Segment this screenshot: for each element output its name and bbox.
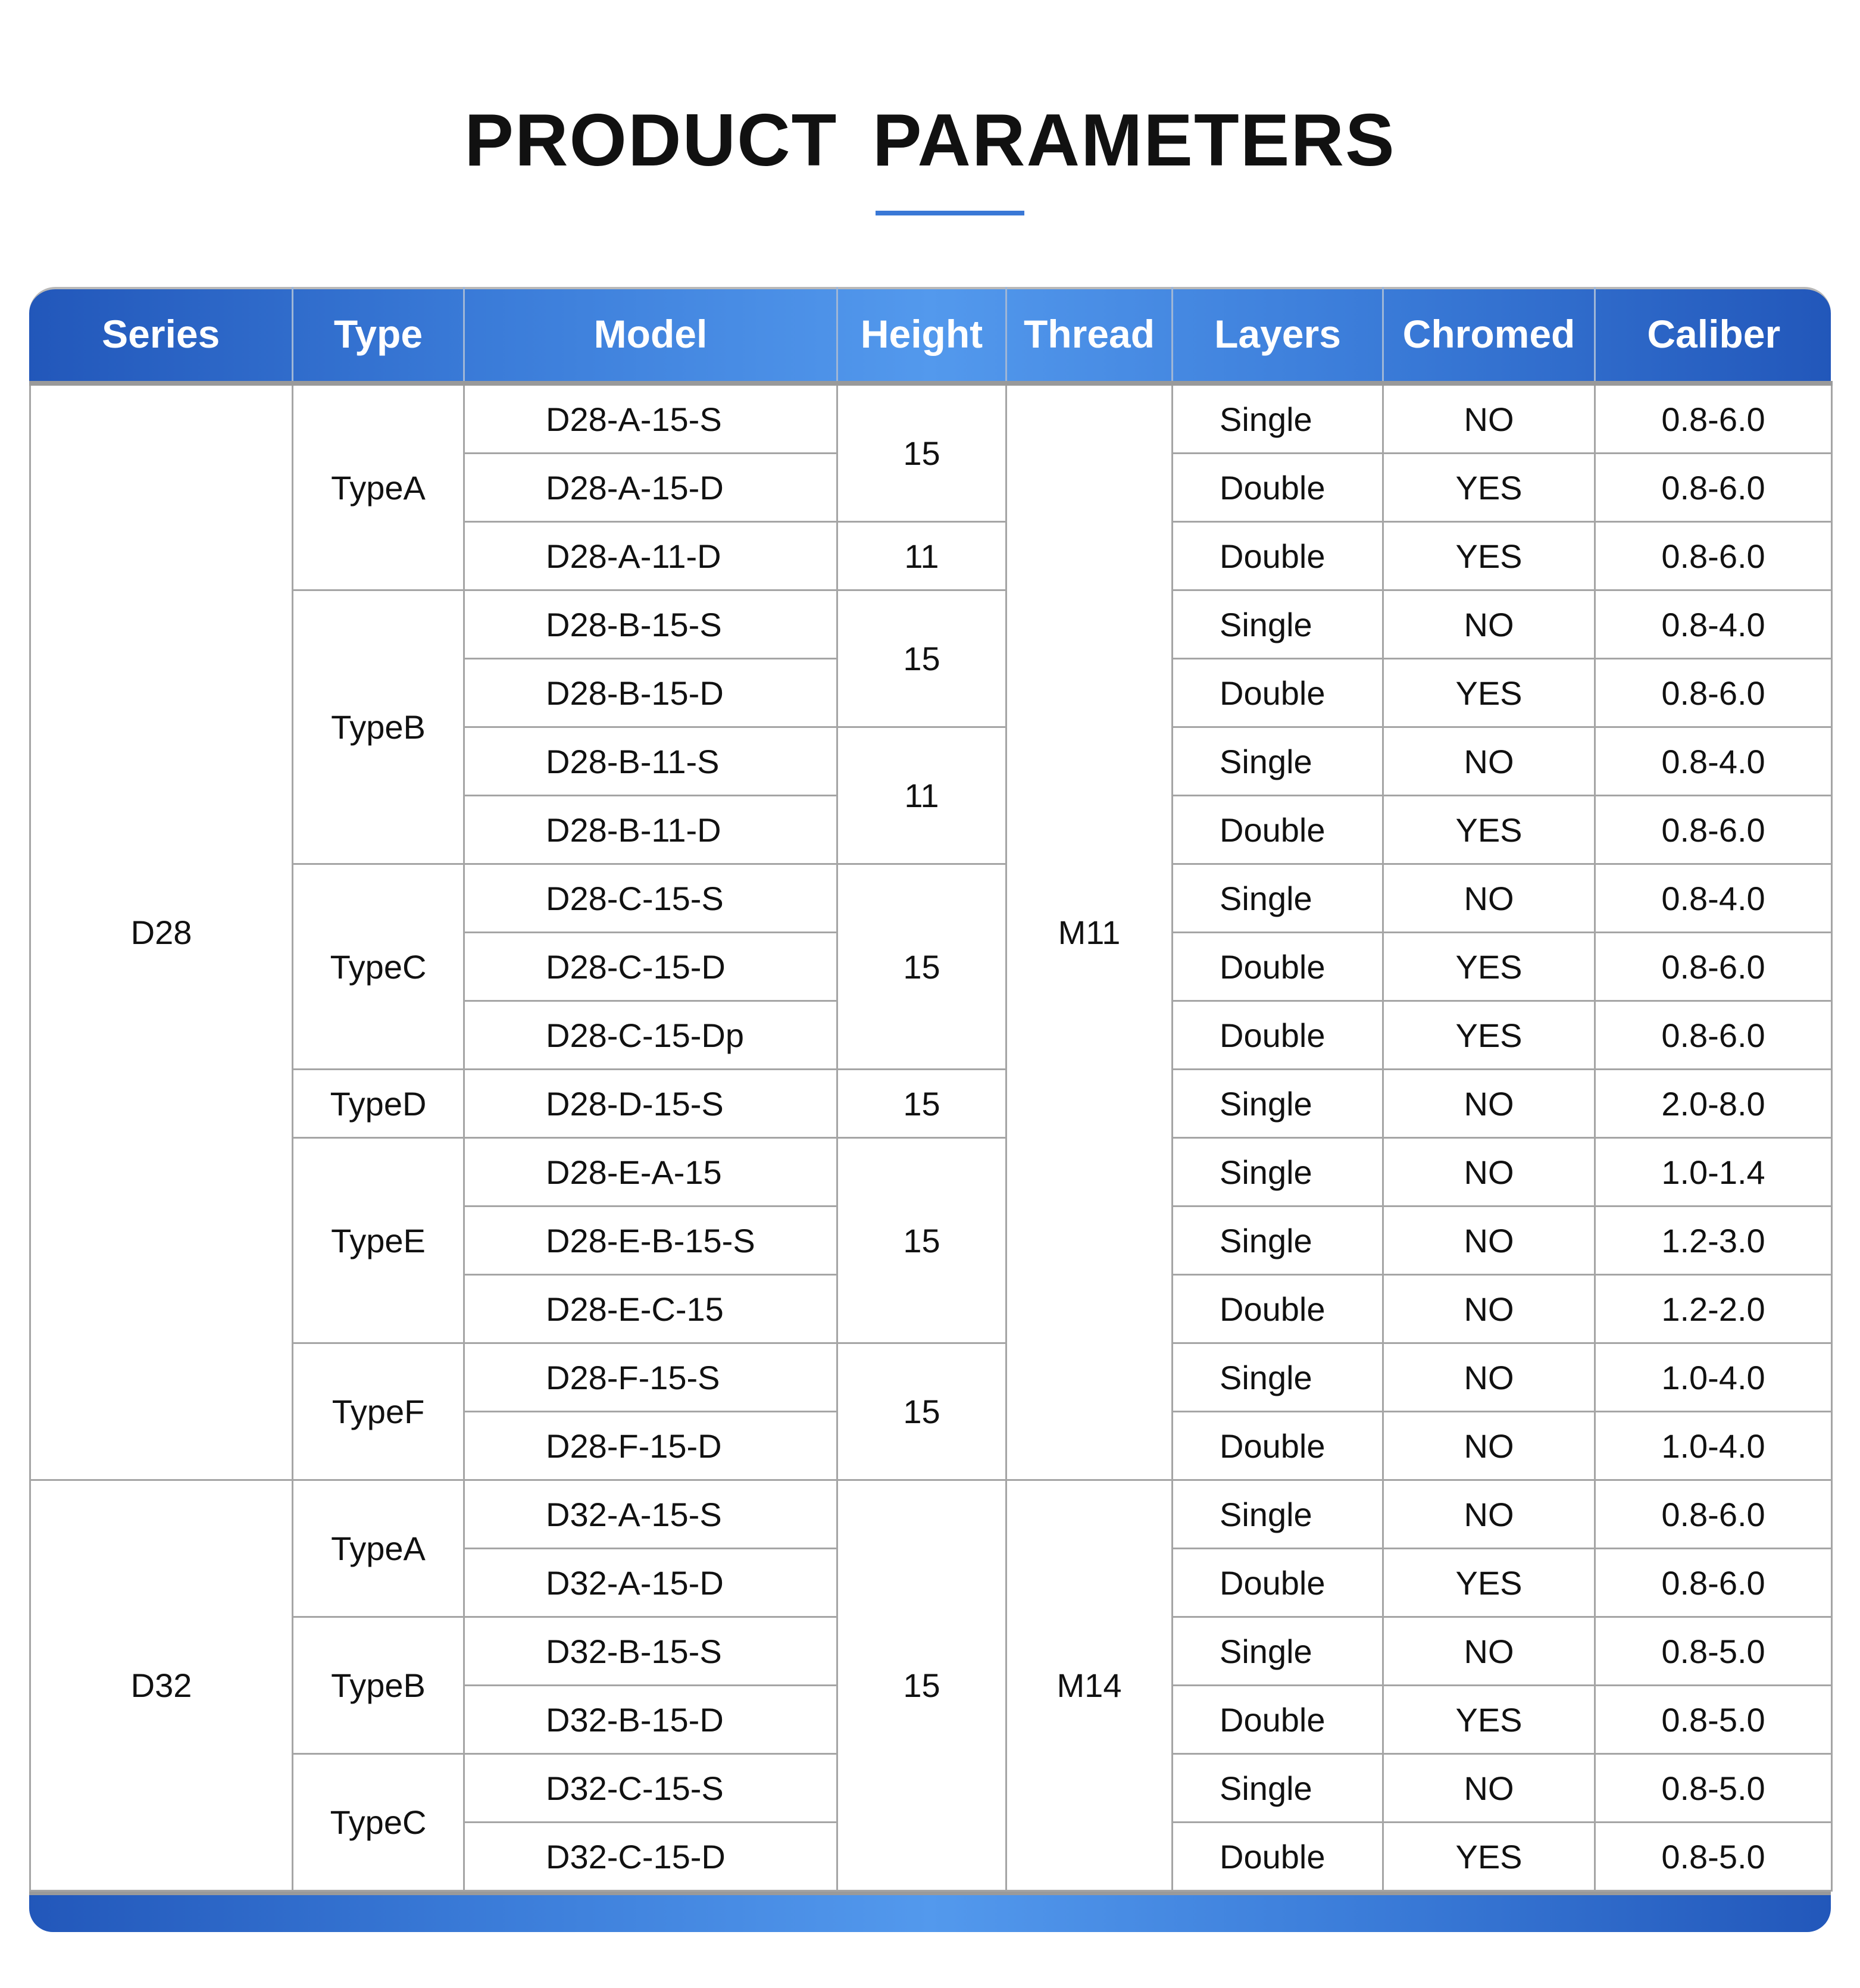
- series-cell: D28: [30, 383, 293, 1480]
- model-cell: D28-A-11-D: [464, 522, 837, 590]
- caliber-cell: 0.8-4.0: [1595, 864, 1832, 933]
- model-cell: D28-C-15-S: [464, 864, 837, 933]
- layers-cell: Double: [1173, 1001, 1383, 1070]
- table-row: [30, 1138, 1832, 1206]
- caliber-cell: 0.8-6.0: [1595, 383, 1832, 454]
- layers-cell: Double: [1173, 522, 1383, 590]
- chromed-cell: NO: [1383, 383, 1595, 454]
- layers-cell: Single: [1173, 1206, 1383, 1275]
- thread-cell: M11: [1006, 383, 1173, 1480]
- chromed-cell: YES: [1383, 1823, 1595, 1891]
- chromed-cell: NO: [1383, 590, 1595, 659]
- column-header-caliber: Caliber: [1595, 287, 1832, 383]
- thread-cell: M14: [1006, 1480, 1173, 1891]
- layers-cell: Double: [1173, 1275, 1383, 1343]
- layers-cell: Double: [1173, 1412, 1383, 1480]
- column-header-height: Height: [837, 287, 1006, 383]
- caliber-cell: 0.8-6.0: [1595, 796, 1832, 864]
- layers-cell: Single: [1173, 1138, 1383, 1206]
- column-header-type: Type: [293, 287, 464, 383]
- caliber-cell: 0.8-6.0: [1595, 522, 1832, 590]
- height-cell: 11: [837, 727, 1006, 864]
- product-parameters-table-container: [29, 287, 1831, 1932]
- type-cell: TypeF: [293, 1343, 464, 1480]
- title-underline: [876, 211, 1024, 215]
- layers-cell: Double: [1173, 1823, 1383, 1891]
- type-cell: TypeB: [293, 590, 464, 864]
- layers-cell: Double: [1173, 1686, 1383, 1754]
- caliber-cell: 1.0-4.0: [1595, 1343, 1832, 1412]
- table-body: [30, 383, 1832, 1891]
- type-cell: TypeD: [293, 1070, 464, 1138]
- chromed-cell: YES: [1383, 522, 1595, 590]
- model-cell: D28-A-15-D: [464, 454, 837, 522]
- table-row: [30, 1343, 1832, 1412]
- type-cell: TypeC: [293, 864, 464, 1070]
- layers-cell: Single: [1173, 1617, 1383, 1686]
- height-cell: 15: [837, 1070, 1006, 1138]
- type-cell: TypeC: [293, 1754, 464, 1891]
- height-cell: 11: [837, 522, 1006, 590]
- model-cell: D28-A-15-S: [464, 383, 837, 454]
- height-cell: 15: [837, 1480, 1006, 1891]
- layers-cell: Single: [1173, 590, 1383, 659]
- model-cell: D28-B-15-S: [464, 590, 837, 659]
- caliber-cell: 0.8-5.0: [1595, 1754, 1832, 1823]
- caliber-cell: 0.8-4.0: [1595, 727, 1832, 796]
- series-cell: D32: [30, 1480, 293, 1891]
- type-cell: TypeB: [293, 1617, 464, 1754]
- chromed-cell: YES: [1383, 796, 1595, 864]
- caliber-cell: 1.0-1.4: [1595, 1138, 1832, 1206]
- layers-cell: Single: [1173, 1070, 1383, 1138]
- caliber-cell: 0.8-5.0: [1595, 1823, 1832, 1891]
- height-cell: 15: [837, 383, 1006, 522]
- layers-cell: Single: [1173, 1343, 1383, 1412]
- caliber-cell: 0.8-5.0: [1595, 1686, 1832, 1754]
- table-row: [30, 864, 1832, 933]
- height-cell: 15: [837, 1138, 1006, 1343]
- column-header-model: Model: [464, 287, 837, 383]
- chromed-cell: YES: [1383, 659, 1595, 727]
- chromed-cell: NO: [1383, 1343, 1595, 1412]
- type-cell: TypeA: [293, 1480, 464, 1617]
- layers-cell: Double: [1173, 659, 1383, 727]
- chromed-cell: YES: [1383, 454, 1595, 522]
- model-cell: D28-E-A-15: [464, 1138, 837, 1206]
- caliber-cell: 1.0-4.0: [1595, 1412, 1832, 1480]
- column-header-thread: Thread: [1006, 287, 1173, 383]
- layers-cell: Single: [1173, 727, 1383, 796]
- layers-cell: Double: [1173, 796, 1383, 864]
- layers-cell: Single: [1173, 1480, 1383, 1549]
- height-cell: 15: [837, 864, 1006, 1070]
- model-cell: D32-B-15-D: [464, 1686, 837, 1754]
- product-parameters-table: [29, 287, 1833, 1892]
- column-header-layers: Layers: [1173, 287, 1383, 383]
- layers-cell: Double: [1173, 933, 1383, 1001]
- chromed-cell: YES: [1383, 1686, 1595, 1754]
- chromed-cell: NO: [1383, 864, 1595, 933]
- model-cell: D32-A-15-D: [464, 1549, 837, 1617]
- caliber-cell: 0.8-4.0: [1595, 590, 1832, 659]
- model-cell: D28-F-15-D: [464, 1412, 837, 1480]
- model-cell: D28-C-15-Dp: [464, 1001, 837, 1070]
- chromed-cell: NO: [1383, 1275, 1595, 1343]
- caliber-cell: 0.8-6.0: [1595, 1549, 1832, 1617]
- chromed-cell: NO: [1383, 1480, 1595, 1549]
- layers-cell: Single: [1173, 383, 1383, 454]
- caliber-cell: 1.2-3.0: [1595, 1206, 1832, 1275]
- model-cell: D28-C-15-D: [464, 933, 837, 1001]
- caliber-cell: 2.0-8.0: [1595, 1070, 1832, 1138]
- layers-cell: Double: [1173, 454, 1383, 522]
- type-cell: TypeE: [293, 1138, 464, 1343]
- chromed-cell: YES: [1383, 1001, 1595, 1070]
- caliber-cell: 0.8-6.0: [1595, 659, 1832, 727]
- column-header-chromed: Chromed: [1383, 287, 1595, 383]
- page-title: PRODUCT PARAMETERS: [464, 99, 1396, 182]
- model-cell: D28-D-15-S: [464, 1070, 837, 1138]
- chromed-cell: NO: [1383, 727, 1595, 796]
- model-cell: D28-B-11-S: [464, 727, 837, 796]
- chromed-cell: NO: [1383, 1206, 1595, 1275]
- model-cell: D32-A-15-S: [464, 1480, 837, 1549]
- table-row: [30, 1480, 1832, 1549]
- model-cell: D28-E-B-15-S: [464, 1206, 837, 1275]
- model-cell: D28-B-11-D: [464, 796, 837, 864]
- layers-cell: Double: [1173, 1549, 1383, 1617]
- caliber-cell: 0.8-6.0: [1595, 454, 1832, 522]
- chromed-cell: YES: [1383, 933, 1595, 1001]
- model-cell: D32-B-15-S: [464, 1617, 837, 1686]
- model-cell: D28-B-15-D: [464, 659, 837, 727]
- chromed-cell: YES: [1383, 1549, 1595, 1617]
- caliber-cell: 1.2-2.0: [1595, 1275, 1832, 1343]
- table-row: [30, 383, 1832, 454]
- chromed-cell: NO: [1383, 1412, 1595, 1480]
- layers-cell: Single: [1173, 1754, 1383, 1823]
- height-cell: 15: [837, 590, 1006, 727]
- caliber-cell: 0.8-6.0: [1595, 1001, 1832, 1070]
- table-footer-bar: [29, 1892, 1831, 1932]
- chromed-cell: NO: [1383, 1617, 1595, 1686]
- caliber-cell: 0.8-5.0: [1595, 1617, 1832, 1686]
- model-cell: D32-C-15-D: [464, 1823, 837, 1891]
- caliber-cell: 0.8-6.0: [1595, 933, 1832, 1001]
- height-cell: 15: [837, 1343, 1006, 1480]
- caliber-cell: 0.8-6.0: [1595, 1480, 1832, 1549]
- chromed-cell: NO: [1383, 1070, 1595, 1138]
- model-cell: D32-C-15-S: [464, 1754, 837, 1823]
- column-header-series: Series: [30, 287, 293, 383]
- chromed-cell: NO: [1383, 1138, 1595, 1206]
- model-cell: D28-F-15-S: [464, 1343, 837, 1412]
- type-cell: TypeA: [293, 383, 464, 590]
- model-cell: D28-E-C-15: [464, 1275, 837, 1343]
- chromed-cell: NO: [1383, 1754, 1595, 1823]
- table-header-row: [30, 287, 1832, 383]
- layers-cell: Single: [1173, 864, 1383, 933]
- table-row: [30, 1070, 1832, 1138]
- table-row: [30, 590, 1832, 659]
